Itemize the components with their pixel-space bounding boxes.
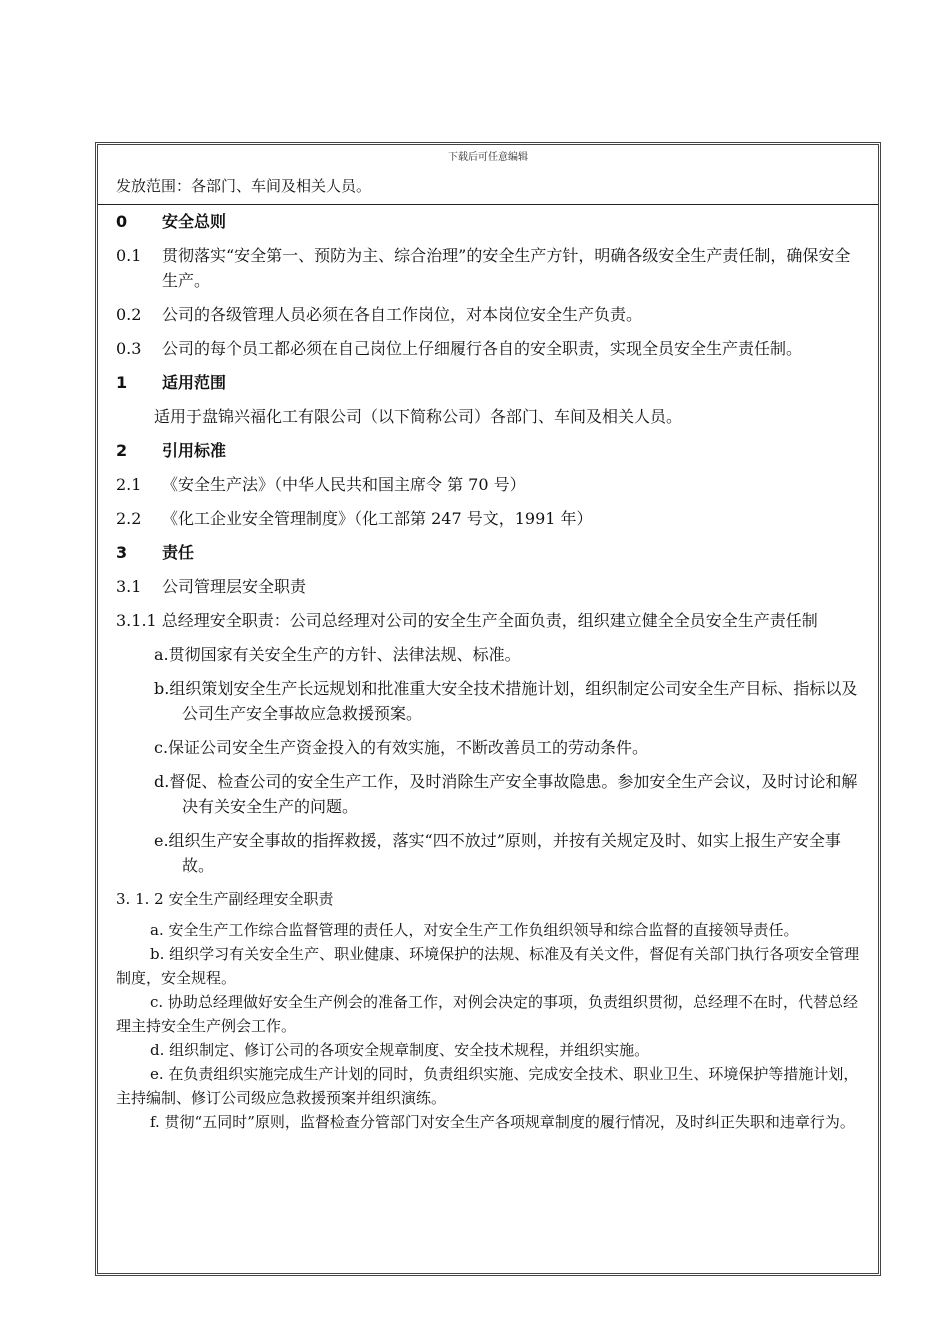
list-item: e.组织生产安全事故的指挥救援，落实“四不放过”原则，并按有关规定及时、如实上报生产安全事故。 xyxy=(154,831,841,875)
list-item: d.督促、检查公司的安全生产工作，及时消除生产安全事故隐患。参加安全生产会议，及时讨论和解决有关安全生产的问题。 xyxy=(154,772,858,816)
clause: 2.2 《化工企业安全管理制度》（化工部第 247 号文，1991 年） xyxy=(116,509,593,528)
section-heading: 0 安全总则 xyxy=(116,212,227,231)
distribution-scope: 发放范围：各部门、车间及相关人员。 xyxy=(116,177,372,195)
clause: 2.1 《安全生产法》（中华人民共和国主席令 第 70 号） xyxy=(116,475,526,494)
watermark-text: 下载后可任意编辑 xyxy=(448,152,528,163)
list-item: b. 组织学习有关安全生产、职业健康、环境保护的法规、标准及有关文件，督促有关部门执行各项安全管理制度，安全规程。 xyxy=(116,945,860,987)
clause: 3.1.1 总经理安全职责：公司总经理对公司的安全生产全面负责，组织建立健全全员安全生产责任制 xyxy=(116,611,818,630)
clause: 0.2 公司的各级管理人员必须在各自工作岗位，对本岗位安全生产负责。 xyxy=(116,305,643,324)
list-item: c. 协助总经理做好安全生产例会的准备工作，对例会决定的事项，负责组织贯彻，总经理不在时，代替总经理主持安全生产例会工作。 xyxy=(116,993,858,1035)
header-divider xyxy=(98,204,878,205)
clause: 0.3 公司的每个员工都必须在自己岗位上仔细履行各自的安全职责，实现全员安全生产责任制。 xyxy=(116,339,803,358)
clause: 3.1 公司管理层安全职责 xyxy=(116,577,307,596)
list-item: d. 组织制定、修订公司的各项安全规章制度、安全技术规程，并组织实施。 xyxy=(150,1041,650,1059)
list-item: b.组织策划安全生产长远规划和批准重大安全技术措施计划，组织制定公司安全生产目标、指标以及公司生产安全事故应急救援预案。 xyxy=(154,679,858,723)
document-body xyxy=(116,209,860,1134)
list-item: e. 在负责组织实施完成生产计划的同时，负责组织实施、完成安全技术、职业卫生、环境保护等措施计划，主持编制、修订公司级应急救援预案并组织演练。 xyxy=(116,1065,859,1107)
clause: 0.1 贯彻落实“安全第一、预防为主、综合治理”的安全生产方针，明确各级安全生产责任制，确保安全生产。 xyxy=(116,246,851,290)
section-heading: 3 责任 xyxy=(116,543,195,562)
list-item: f. 贯彻“五同时”原则，监督检查分管部门对安全生产各项规章制度的履行情况，及时纠正失职和违章行为。 xyxy=(150,1113,855,1131)
subsection-heading: 3. 1. 2 安全生产副经理安全职责 xyxy=(116,890,334,908)
list-item: a.贯彻国家有关安全生产的方针、法律法规、标准。 xyxy=(154,645,521,664)
list-item: c.保证公司安全生产资金投入的有效实施，不断改善员工的劳动条件。 xyxy=(154,738,649,757)
section-heading: 2 引用标准 xyxy=(116,441,227,460)
list-item: a. 安全生产工作综合监督管理的责任人，对安全生产工作负组织领导和综合监督的直接领导责任。 xyxy=(150,921,799,939)
section-heading: 1 适用范围 xyxy=(116,373,227,392)
scope-text: 适用于盘锦兴福化工有限公司（以下简称公司）各部门、车间及相关人员。 xyxy=(154,407,683,426)
document-frame xyxy=(95,142,881,1276)
